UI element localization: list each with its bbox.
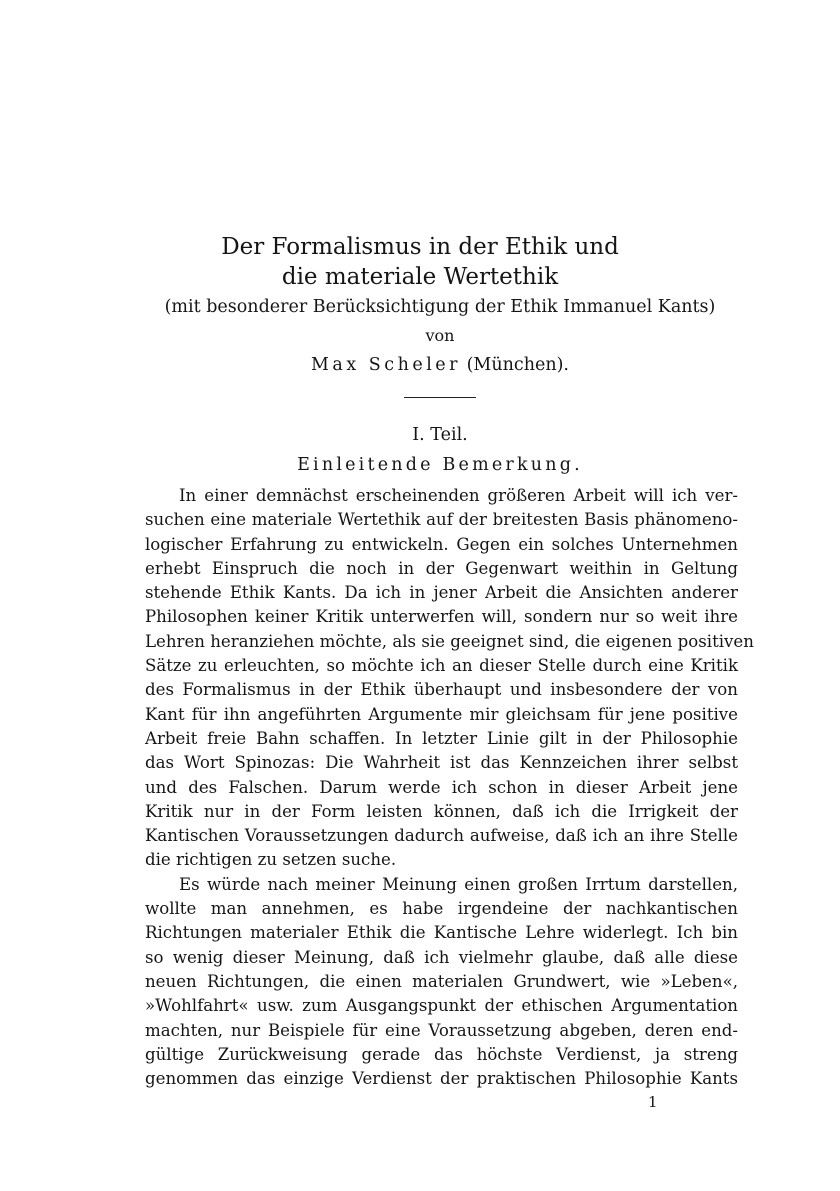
text-line: stehende Ethik Kants. Da ich in jener Arbeit die Ansichten anderer [145, 583, 738, 603]
document-title [0, 232, 840, 292]
title-line-1: Der Formalismus in der Ethik und [221, 234, 619, 260]
author-name: Max Scheler [311, 355, 462, 375]
text-line: Arbeit freie Bahn schaffen. In letzter Linie gilt in der Philosophie [145, 728, 738, 748]
author-line [0, 355, 840, 375]
paragraph [145, 873, 738, 1092]
page-number: 1 [648, 1093, 658, 1111]
text-line: wollte man annehmen, es habe irgendeine der nachkantischen [145, 899, 738, 919]
text-line: suchen eine materiale Wertethik auf der breitesten Basis phänomeno- [145, 510, 738, 530]
title-divider [404, 397, 476, 398]
text-line: In einer demnächst erscheinenden größeren Arbeit will ich ver- [179, 486, 738, 505]
body-text [145, 484, 754, 1091]
text-line: neuen Richtungen, die einen materialen Grundwert, wie »Leben«, [145, 971, 738, 991]
text-line: Sätze zu erleuchten, so möchte ich an dieser Stelle durch eine Kritik [145, 656, 738, 676]
text-line: Kritik nur in der Form leisten können, daß ich die Irrigkeit der [145, 801, 738, 821]
text-line: logischer Erfahrung zu entwickeln. Gegen ein solches Unternehmen [145, 534, 738, 554]
document-subtitle: (mit besonderer Berücksichtigung der Ethik Immanuel Kants) [164, 297, 716, 317]
text-line: Kantischen Voraussetzungen dadurch aufweise, daß ich an ihre Stelle [145, 826, 738, 846]
text-line: des Formalismus in der Ethik überhaupt und insbesondere der von [145, 680, 738, 700]
text-line: gültige Zurückweisung gerade das höchste Verdienst, ja streng [145, 1044, 738, 1064]
text-line: »Wohlfahrt« usw. zum Ausgangspunkt der ethischen Argumentation [145, 996, 738, 1016]
text-line: Philosophen keiner Kritik unterwerfen will, sondern nur so weit ihre [145, 607, 738, 627]
paragraph [145, 484, 754, 873]
section-heading: Einleitende Bemerkung. [297, 455, 583, 475]
text-line: die richtigen zu setzen suche. [145, 850, 397, 870]
byline-von: von [425, 326, 455, 345]
text-line: Richtungen materialer Ethik die Kantische Lehre widerlegt. Ich bin [145, 923, 738, 943]
text-line: genommen das einzige Verdienst der praktischen Philosophie Kants [145, 1069, 738, 1089]
title-line-2: die materiale Wertethik [281, 264, 559, 290]
text-line: Es würde nach meiner Meinung einen großen Irrtum darstellen, [179, 874, 738, 894]
text-line: Kant für ihn angeführten Argumente mir gleichsam für jene positive [145, 704, 738, 724]
text-line: das Wort Spinozas: Die Wahrheit ist das Kennzeichen ihrer selbst [145, 753, 738, 773]
text-line: erhebt Einspruch die noch in der Gegenwart weithin in Geltung [145, 558, 738, 578]
part-heading: I. Teil. [412, 425, 468, 445]
text-line: Lehren heranziehen möchte, als sie geeignet sind, die eigenen positiven [145, 631, 754, 651]
text-line: und des Falschen. Darum werde ich schon in dieser Arbeit jene [145, 777, 738, 797]
text-line: machten, nur Beispiele für eine Voraussetzung abgeben, deren end- [145, 1020, 738, 1040]
author-place: (München). [466, 355, 569, 375]
text-line: so wenig dieser Meinung, daß ich vielmehr glaube, daß alle diese [145, 947, 738, 967]
